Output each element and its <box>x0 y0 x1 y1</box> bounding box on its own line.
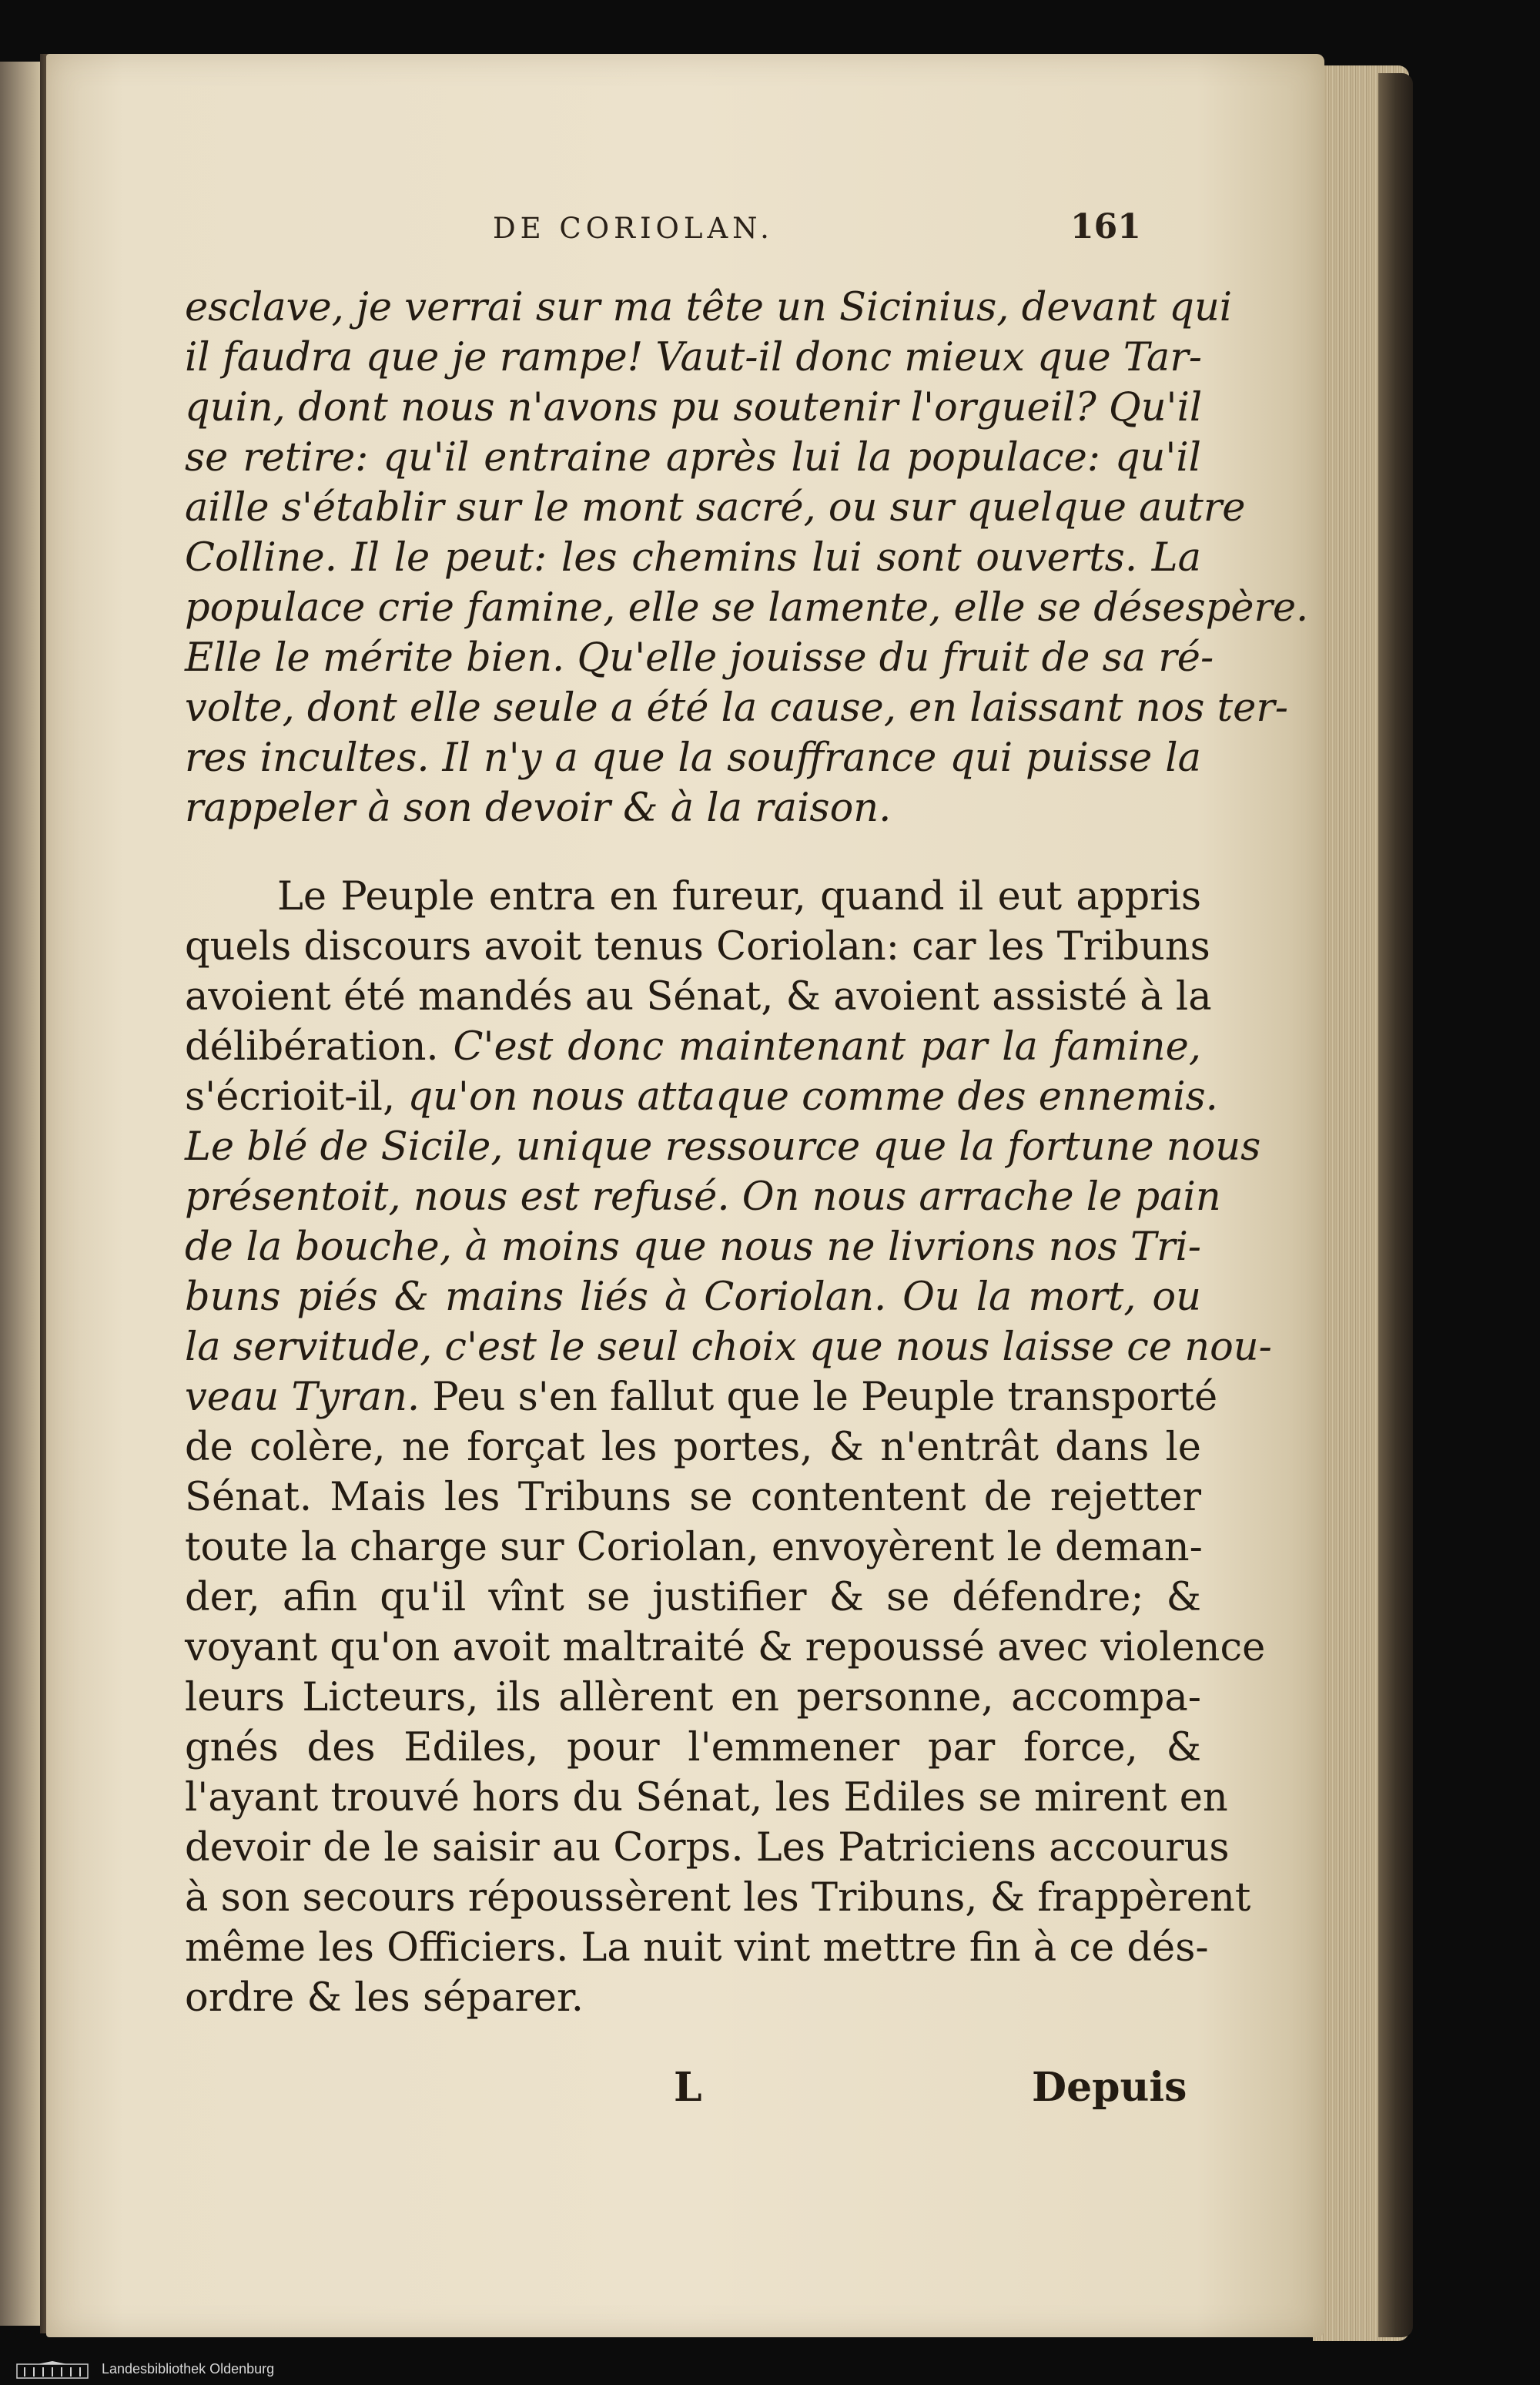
text-line: Elle le mérite bien. Qu'elle jouisse du fruit de sa ré- <box>185 635 1214 681</box>
text-line: même les Officiers. La nuit vint mettre fin à ce dés- <box>185 1925 1209 1971</box>
text-line-mixed <box>185 1375 1218 1420</box>
text-line-mixed <box>185 1024 1201 1070</box>
text-segment: C'est donc maintenant par la famine, <box>453 1024 1201 1070</box>
text-line: avoient été mandés au Sénat, & avoient assisté à la <box>185 974 1212 1020</box>
text-line: rappeler à son devoir & à la raison. <box>185 786 892 831</box>
running-head: DE CORIOLAN. <box>493 212 774 245</box>
book-page <box>46 54 1324 2337</box>
text-line: la servitude, c'est le seul choix que nous laisse ce nou- <box>185 1325 1272 1370</box>
signature-mark: L <box>674 2064 702 2111</box>
left-facing-page-edge <box>0 62 40 2326</box>
text-line: de colère, ne forçat les portes, & n'entrât dans le <box>185 1425 1201 1470</box>
text-line: quin, dont nous n'avons pu soutenir l'orgueil? Qu'il <box>185 385 1203 430</box>
text-segment: délibération. <box>185 1024 439 1070</box>
text-line-mixed <box>185 1074 1218 1120</box>
text-line: toute la charge sur Coriolan, envoyèrent le deman- <box>185 1525 1203 1570</box>
text-line: Le Peuple entra en fureur, quand il eut appris <box>277 874 1201 919</box>
catchword: Depuis <box>1032 2064 1187 2111</box>
book-cover-edge <box>1378 73 1413 2337</box>
text-line: der, afin qu'il vînt se justifier & se défendre; & <box>185 1575 1201 1620</box>
text-line: gnés des Ediles, pour l'emmener par force, & <box>185 1725 1201 1770</box>
text-line: res incultes. Il n'y a que la souffrance qui puisse la <box>185 735 1201 781</box>
page-number: 161 <box>1070 207 1141 246</box>
text-line: Colline. Il le peut: les chemins lui sont ouverts. La <box>185 535 1201 581</box>
text-line: à son secours répoussèrent les Tribuns, & frappèrent <box>185 1875 1251 1921</box>
text-line: devoir de le saisir au Corps. Les Patriciens accourus <box>185 1825 1230 1871</box>
text-line: ordre & les séparer. <box>185 1975 584 2021</box>
text-line: populace crie famine, elle se lamente, elle se désespère. <box>185 585 1309 631</box>
text-line: l'ayant trouvé hors du Sénat, les Ediles se mirent en <box>185 1775 1228 1821</box>
text-line: quels discours avoit tenus Coriolan: car les Tribuns <box>185 924 1210 970</box>
text-line: se retire: qu'il entraine après lui la populace: qu'il <box>185 435 1201 481</box>
text-segment: Peu s'en fallut que le Peuple transporté <box>432 1375 1218 1420</box>
page-header <box>46 207 1324 258</box>
text-line: leurs Licteurs, ils allèrent en personne, accompa- <box>185 1675 1201 1720</box>
library-building-icon <box>14 2361 91 2380</box>
text-line: aille s'établir sur le mont sacré, ou sur quelque autre <box>185 485 1246 531</box>
text-line: Le blé de Sicile, unique ressource que la fortune nous <box>185 1124 1261 1170</box>
text-line: esclave, je verrai sur ma tête un Sicinius, devant qui <box>185 285 1233 330</box>
library-name: Landesbibliothek Oldenburg <box>102 2361 275 2377</box>
text-segment: qu'on nous attaque comme des ennemis. <box>407 1074 1218 1120</box>
text-line: de la bouche, à moins que nous ne livrions nos Tri- <box>185 1224 1201 1270</box>
text-line: voyant qu'on avoit maltraité & repoussé avec violence <box>185 1625 1266 1670</box>
text-line: il faudra que je rampe! Vaut-il donc mieux que Tar- <box>185 335 1202 380</box>
text-line: Sénat. Mais les Tribuns se contentent de rejetter <box>185 1475 1201 1520</box>
text-line: buns piés & mains liés à Coriolan. Ou la mort, ou <box>185 1275 1201 1320</box>
text-line: volte, dont elle seule a été la cause, en laissant nos ter- <box>185 685 1288 731</box>
text-segment: veau Tyran. <box>185 1375 420 1420</box>
text-segment: s'écrioit-il, <box>185 1074 396 1120</box>
text-line: présentoit, nous est refusé. On nous arrache le pain <box>185 1174 1221 1220</box>
